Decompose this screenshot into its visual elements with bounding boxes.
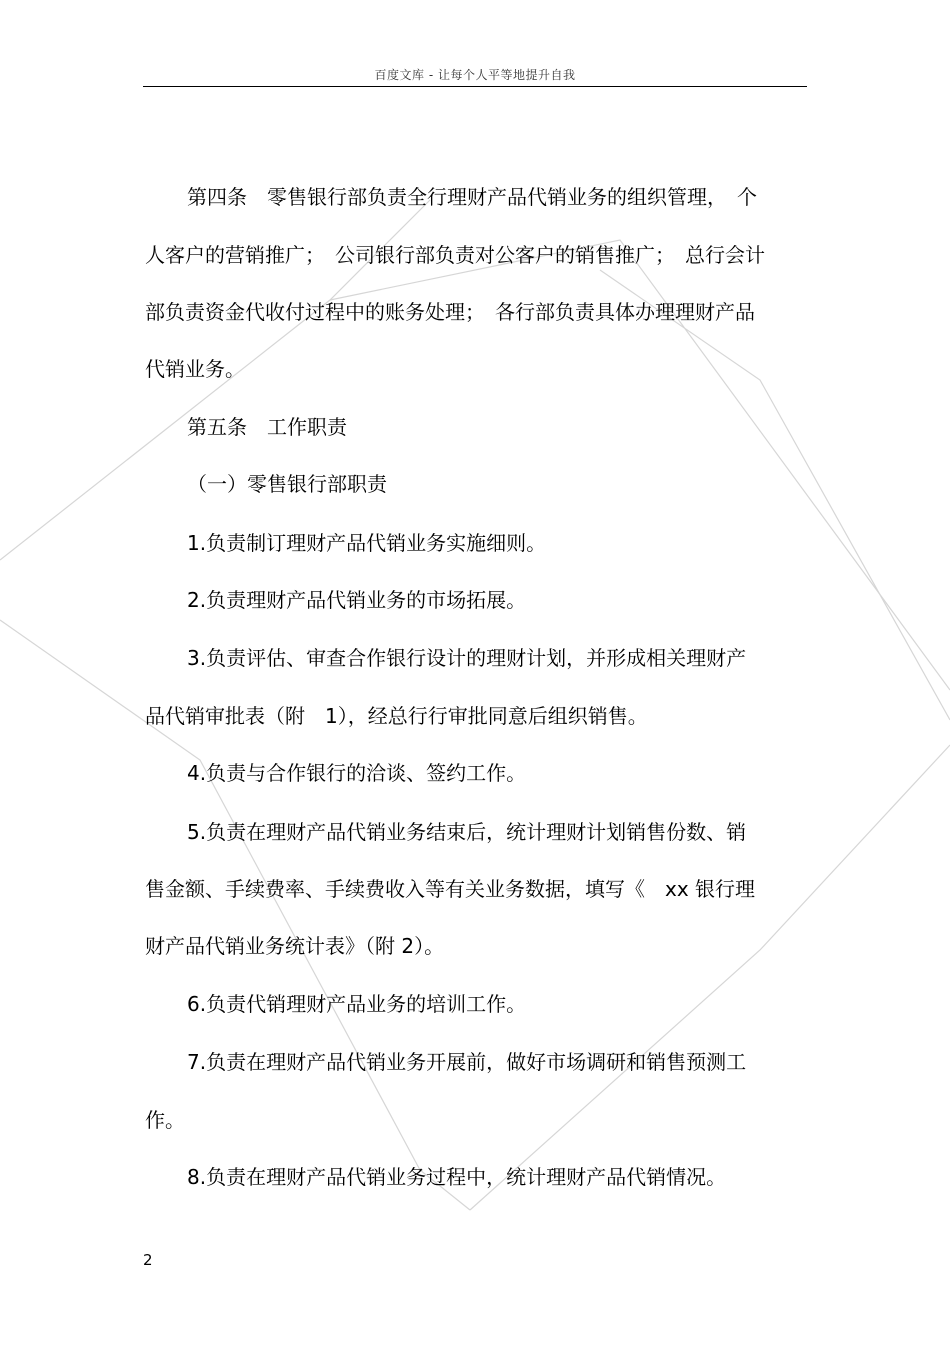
list-item: 1.负责制订理财产品代销业务实施细则。 [187,531,547,555]
list-item: 5.负责在理财产品代销业务结束后，统计理财计划销售份数、销 [187,820,747,844]
list-item: 3.负责评估、审查合作银行设计的理财计划，并形成相关理财产 [187,646,747,670]
paragraph-line: 代销业务。 [145,357,245,381]
list-item: 2.负责理财产品代销业务的市场拓展。 [187,588,527,612]
list-item: 4.负责与合作银行的洽谈、签约工作。 [187,761,527,785]
list-item-continuation: 售金额、手续费率、手续费收入等有关业务数据，填写《 xx 银行理 [145,877,756,901]
list-item: 8.负责在理财产品代销业务过程中，统计理财产品代销情况。 [187,1165,727,1189]
list-item-continuation: 品代销审批表（附 1），经总行行审批同意后组织销售。 [145,704,648,728]
paragraph-line: 第四条 零售银行部负责全行理财产品代销业务的组织管理， 个 [187,185,757,209]
list-item-continuation: 财产品代销业务统计表》（附 2）。 [145,934,445,958]
section-heading: 第五条 工作职责 [187,415,347,439]
header-divider [143,86,807,87]
list-item: 6.负责代销理财产品业务的培训工作。 [187,992,527,1016]
paragraph-line: 人客户的营销推广； 公司银行部负责对公客户的销售推广； 总行会计 [145,243,765,267]
page-header: 百度文库 - 让每个人平等地提升自我 [374,68,576,82]
paragraph-line: 部负责资金代收付过程中的账务处理； 各行部负责具体办理理财产品 [145,300,755,324]
page-number: 2 [143,1251,153,1269]
list-item-continuation: 作。 [145,1108,185,1132]
subsection-heading: （一）零售银行部职责 [187,472,387,496]
list-item: 7.负责在理财产品代销业务开展前，做好市场调研和销售预测工 [187,1050,747,1074]
